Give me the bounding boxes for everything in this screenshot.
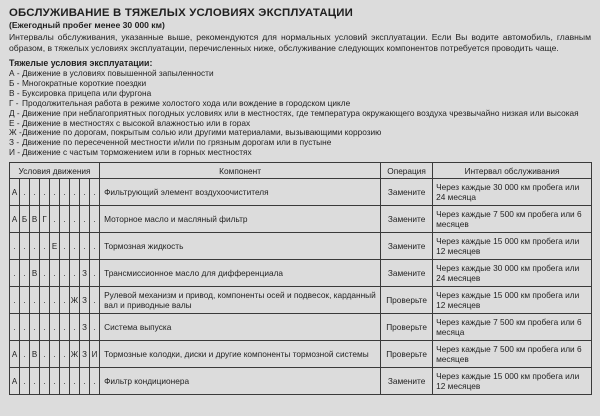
condition-cell: .	[60, 341, 70, 368]
condition-cell: .	[30, 314, 40, 341]
condition-cell: .	[60, 314, 70, 341]
condition-letter: И -	[9, 147, 21, 158]
condition-cell: .	[60, 179, 70, 206]
condition-cell: .	[50, 287, 60, 314]
condition-cell: В	[30, 260, 40, 287]
table-header-row	[10, 163, 592, 179]
condition-cell: .	[50, 260, 60, 287]
condition-cell: З	[80, 260, 90, 287]
condition-cell: .	[20, 314, 30, 341]
condition-cell: .	[60, 233, 70, 260]
condition-cell: .	[90, 206, 100, 233]
operation-cell: Замените	[381, 179, 433, 206]
condition-cell: .	[40, 341, 50, 368]
condition-cell: .	[60, 287, 70, 314]
condition-cell: А	[10, 341, 20, 368]
condition-letter: Ж -	[9, 127, 22, 138]
condition-text: Движение при неблагоприятных погодных условиях или в местностях, где температура окружающего воздуха чрезвычайно низкая или высокая	[22, 107, 579, 118]
condition-letter: Б -	[9, 77, 20, 88]
operation-cell: Замените	[381, 368, 433, 395]
condition-cell: Г	[40, 206, 50, 233]
condition-cell: .	[90, 314, 100, 341]
condition-letter: А -	[9, 68, 20, 78]
condition-cell: .	[50, 179, 60, 206]
operation-cell: Проверьте	[381, 341, 433, 368]
table-row	[10, 260, 592, 287]
condition-cell: .	[20, 368, 30, 395]
condition-cell: .	[10, 233, 20, 260]
interval-cell: Через каждые 7 500 км пробега или 6 месяца	[433, 314, 592, 341]
condition-cell: .	[40, 179, 50, 206]
condition-cell: .	[40, 233, 50, 260]
operation-cell: Замените	[381, 233, 433, 260]
header-component: Компонент	[100, 163, 381, 179]
condition-cell: А	[10, 206, 20, 233]
component-cell: Трансмиссионное масло для дифференциала	[100, 260, 381, 287]
condition-cell: .	[90, 233, 100, 260]
condition-cell: .	[70, 314, 80, 341]
condition-cell: .	[90, 260, 100, 287]
condition-item	[9, 148, 591, 158]
condition-cell: .	[30, 233, 40, 260]
condition-letter: Е -	[9, 117, 20, 128]
condition-cell: Ж	[70, 287, 80, 314]
condition-cell: .	[70, 368, 80, 395]
table-row	[10, 314, 592, 341]
condition-cell: Б	[20, 206, 30, 233]
condition-cell: И	[90, 341, 100, 368]
operation-cell: Проверьте	[381, 287, 433, 314]
component-cell: Рулевой механизм и привод, компоненты осей и подвесок, карданный вал и приводные валы	[100, 287, 381, 314]
condition-cell: .	[20, 233, 30, 260]
condition-cell: .	[20, 287, 30, 314]
component-cell: Фильтр кондиционера	[100, 368, 381, 395]
condition-cell: В	[30, 206, 40, 233]
condition-cell: .	[70, 260, 80, 287]
condition-cell: .	[40, 314, 50, 341]
interval-cell: Через каждые 15 000 км пробега или 12 месяцев	[433, 233, 592, 260]
interval-cell: Через каждые 15 000 км пробега или 12 месяцев	[433, 287, 592, 314]
condition-letter: В -	[9, 87, 20, 98]
condition-text: Движение в условиях повышенной запыленности	[22, 68, 214, 78]
condition-cell: .	[10, 287, 20, 314]
table-row	[10, 368, 592, 395]
table-row	[10, 179, 592, 206]
condition-cell: .	[70, 179, 80, 206]
table-row	[10, 287, 592, 314]
condition-cell: .	[30, 179, 40, 206]
interval-cell: Через каждые 7 500 км пробега или 6 месяцев	[433, 341, 592, 368]
page-subtitle: (Ежегодный пробег менее 30 000 км)	[9, 20, 165, 30]
table-row	[10, 206, 592, 233]
intro-paragraph: Интервалы обслуживания, указанные выше, рекомендуются для нормальных условий эксплуатации. Если Вы водите автомобиль, главным образом, в тяжелых условиях эксплуатации, перечисленных ниже, обслуживание следующих компонентов потребуется проводить чаще.	[9, 32, 591, 53]
condition-cell: .	[80, 368, 90, 395]
condition-cell: .	[20, 179, 30, 206]
condition-cell: .	[60, 206, 70, 233]
condition-cell: .	[90, 179, 100, 206]
operation-cell: Замените	[381, 206, 433, 233]
condition-cell: .	[80, 233, 90, 260]
interval-cell: Через каждые 30 000 км пробега или 24 месяца	[433, 179, 592, 206]
condition-cell: .	[80, 179, 90, 206]
condition-text: Движение с частым торможением или в горных местностях	[22, 147, 252, 158]
table-row	[10, 341, 592, 368]
component-cell: Фильтрующий элемент воздухоочистителя	[100, 179, 381, 206]
condition-letter: Г -	[9, 97, 19, 108]
condition-cell: .	[50, 314, 60, 341]
header-operation: Операция	[381, 163, 433, 179]
condition-cell: Ж	[70, 341, 80, 368]
condition-cell: .	[20, 341, 30, 368]
condition-cell: З	[80, 314, 90, 341]
conditions-title: Тяжелые условия эксплуатации:	[9, 58, 153, 68]
condition-cell: .	[60, 368, 70, 395]
condition-cell: А	[10, 368, 20, 395]
condition-cell: А	[10, 179, 20, 206]
condition-cell: Е	[50, 233, 60, 260]
condition-cell: .	[60, 260, 70, 287]
condition-cell: .	[40, 287, 50, 314]
condition-letter: З -	[9, 137, 20, 148]
table-row	[10, 233, 592, 260]
condition-cell: .	[40, 368, 50, 395]
header-interval: Интервал обслуживания	[433, 163, 592, 179]
conditions-list	[9, 69, 591, 158]
condition-cell: .	[50, 368, 60, 395]
condition-cell: .	[20, 260, 30, 287]
condition-cell: З	[80, 341, 90, 368]
operation-cell: Замените	[381, 260, 433, 287]
component-cell: Тормозная жидкость	[100, 233, 381, 260]
condition-cell: .	[10, 260, 20, 287]
condition-cell: .	[10, 314, 20, 341]
header-conditions: Условия движения	[10, 163, 100, 179]
condition-cell: .	[50, 206, 60, 233]
operation-cell: Проверьте	[381, 314, 433, 341]
table-body	[10, 179, 592, 395]
condition-cell: З	[80, 287, 90, 314]
condition-cell: .	[50, 341, 60, 368]
condition-cell: .	[90, 368, 100, 395]
component-cell: Моторное масло и масляный фильтр	[100, 206, 381, 233]
component-cell: Система выпуска	[100, 314, 381, 341]
condition-cell: .	[70, 206, 80, 233]
condition-letter: Д -	[9, 107, 20, 118]
condition-cell: .	[30, 368, 40, 395]
condition-text: Движение в местностях с высокой влажностью или в горах	[22, 117, 251, 128]
condition-text: Продолжительная работа в режиме холостого хода или вождение в городском цикле	[22, 97, 351, 108]
interval-cell: Через каждые 30 000 км пробега или 24 месяцев	[433, 260, 592, 287]
interval-cell: Через каждые 7 500 км пробега или 6 месяцев	[433, 206, 592, 233]
condition-cell: .	[40, 260, 50, 287]
component-cell: Тормозные колодки, диски и другие компоненты тормозной системы	[100, 341, 381, 368]
condition-text: Многократные короткие поездки	[22, 77, 147, 88]
condition-cell: .	[80, 206, 90, 233]
maintenance-table	[9, 162, 592, 395]
condition-cell: .	[90, 287, 100, 314]
condition-cell: .	[70, 233, 80, 260]
condition-text: Движение по дорогам, покрытым солью или другими материалами, вызывающими коррозию	[22, 127, 382, 138]
condition-cell: В	[30, 341, 40, 368]
condition-text: Движение по пересеченной местности и/или по грязным дорогам или в пустыне	[22, 137, 332, 148]
condition-cell: .	[30, 287, 40, 314]
condition-text: Буксировка прицепа или фургона	[22, 87, 152, 98]
page-title: ОБСЛУЖИВАНИЕ В ТЯЖЕЛЫХ УСЛОВИЯХ ЭКСПЛУАТАЦИИ	[9, 7, 354, 19]
interval-cell: Через каждые 15 000 км пробега или 12 месяцев	[433, 368, 592, 395]
